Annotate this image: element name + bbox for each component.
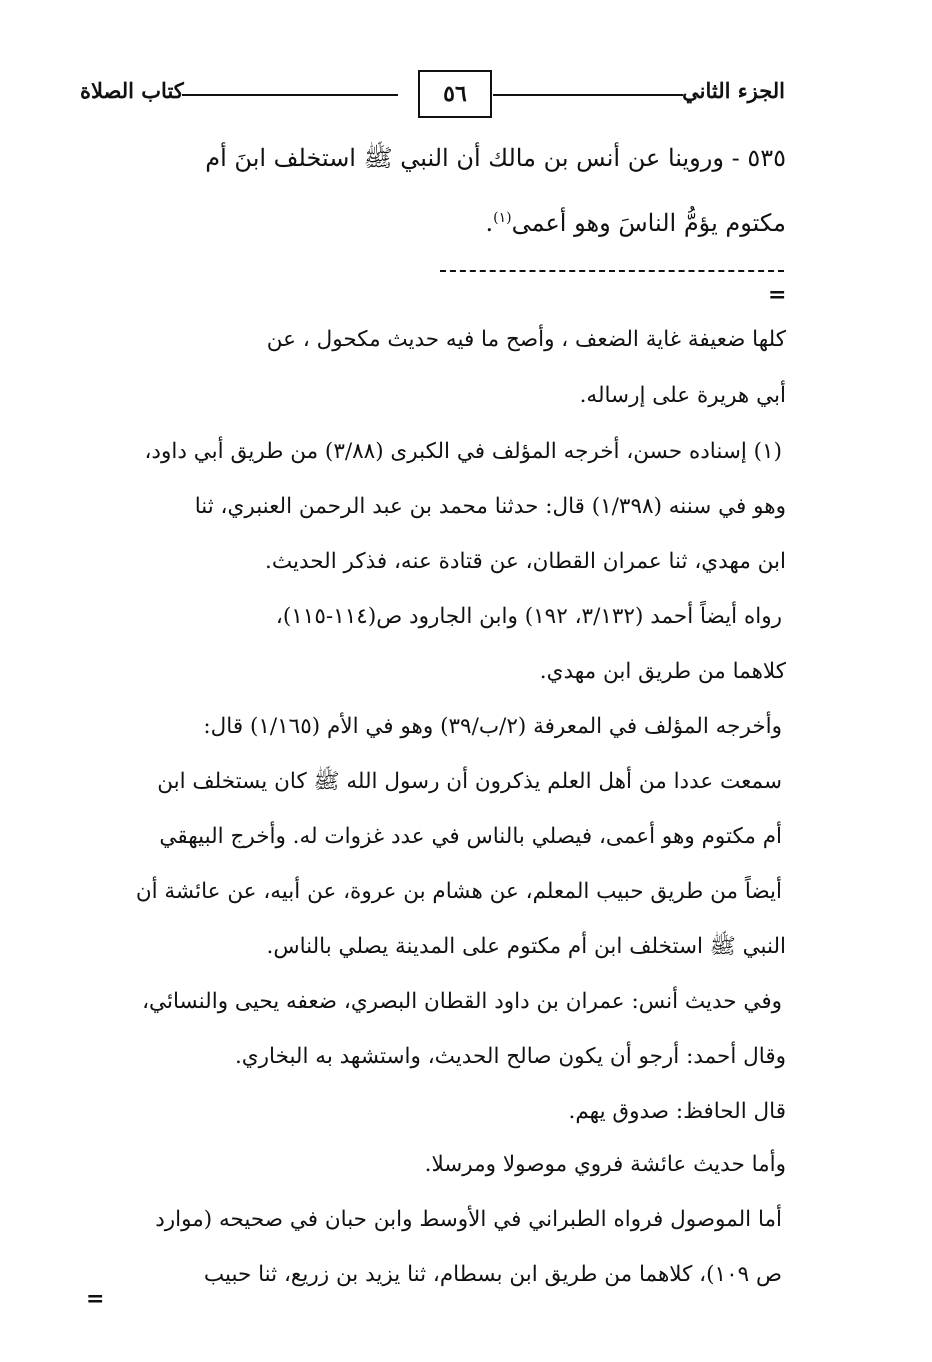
continuation-line-2: أبي هريرة على إرساله. bbox=[579, 383, 786, 408]
hadith-line-2-end: . bbox=[485, 209, 494, 237]
hadith-line-2-text: مكتوم يؤمُّ الناسَ وهو أعمى bbox=[511, 209, 786, 237]
footnote-line: رواه أيضاً أحمد (٣/١٣٢، ١٩٢) وابن الجارود ص(١١٤-١١٥)، bbox=[275, 604, 782, 629]
page-header bbox=[80, 60, 785, 120]
footnote-line: وأما حديث عائشة فروي موصولا ومرسلا. bbox=[424, 1152, 786, 1177]
footnote-line: أيضاً من طريق حبيب المعلم، عن هشام بن عروة، عن أبيه، عن عائشة أن bbox=[135, 879, 782, 904]
footnote-line: أما الموصول فرواه الطبراني في الأوسط وابن حبان في صحيحه (موارد bbox=[155, 1207, 782, 1232]
footnote-line: النبي ﷺ استخلف ابن أم مكتوم على المدينة يصلي بالناس. bbox=[266, 934, 786, 959]
header-rule-right bbox=[493, 94, 683, 96]
footnote-line: وفي حديث أنس: عمران بن داود القطان البصري، ضعفه يحيى والنسائي، bbox=[142, 989, 782, 1014]
footnote-line: (١) إسناده حسن، أخرجه المؤلف في الكبرى (٣/٨٨) من طريق أبي داود، bbox=[144, 439, 782, 464]
footnote-line: قال الحافظ: صدوق يهم. bbox=[568, 1099, 786, 1124]
continued-marker-bottom: = bbox=[86, 1286, 105, 1312]
continued-marker-top: = bbox=[768, 282, 787, 308]
footnote-ref: (١) bbox=[493, 210, 512, 226]
footnote-line: وقال أحمد: أرجو أن يكون صالح الحديث، واستشهد به البخاري. bbox=[234, 1044, 786, 1069]
footnote-line: ص ١٠٩)، كلاهما من طريق ابن بسطام، ثنا يزيد بن زريع، ثنا حبيب bbox=[203, 1262, 782, 1287]
volume-title: الجزء الثاني bbox=[682, 78, 785, 103]
footnote-line: كلاهما من طريق ابن مهدي. bbox=[539, 659, 786, 684]
footnote-line: ابن مهدي، ثنا عمران القطان، عن قتادة عنه، فذكر الحديث. bbox=[265, 549, 786, 574]
hadith-line-2 bbox=[485, 200, 786, 241]
footnote-separator bbox=[440, 270, 784, 272]
footnote-line: سمعت عددا من أهل العلم يذكرون أن رسول الله ﷺ كان يستخلف ابن bbox=[157, 769, 782, 794]
hadith-line-1: ٥٣٥ - وروينا عن أنس بن مالك أن النبي ﷺ استخلف ابنَ أم bbox=[205, 144, 786, 172]
footnote-line: وهو في سننه (١/٣٩٨) قال: حدثنا محمد بن عبد الرحمن العنبري، ثنا bbox=[194, 494, 786, 519]
footnote-line: أم مكتوم وهو أعمى، فيصلي بالناس في عدد غزوات له. وأخرج البيهقي bbox=[159, 824, 782, 849]
page-number: ٥٦ bbox=[418, 70, 492, 118]
header-rule-left bbox=[182, 94, 398, 96]
footnote-line: وأخرجه المؤلف في المعرفة (٢/ب/٣٩) وهو في الأم (١/١٦٥) قال: bbox=[203, 714, 782, 739]
chapter-title: كتاب الصلاة bbox=[80, 78, 184, 103]
continuation-line-1: كلها ضعيفة غاية الضعف ، وأصح ما فيه حديث مكحول ، عن bbox=[266, 327, 786, 352]
